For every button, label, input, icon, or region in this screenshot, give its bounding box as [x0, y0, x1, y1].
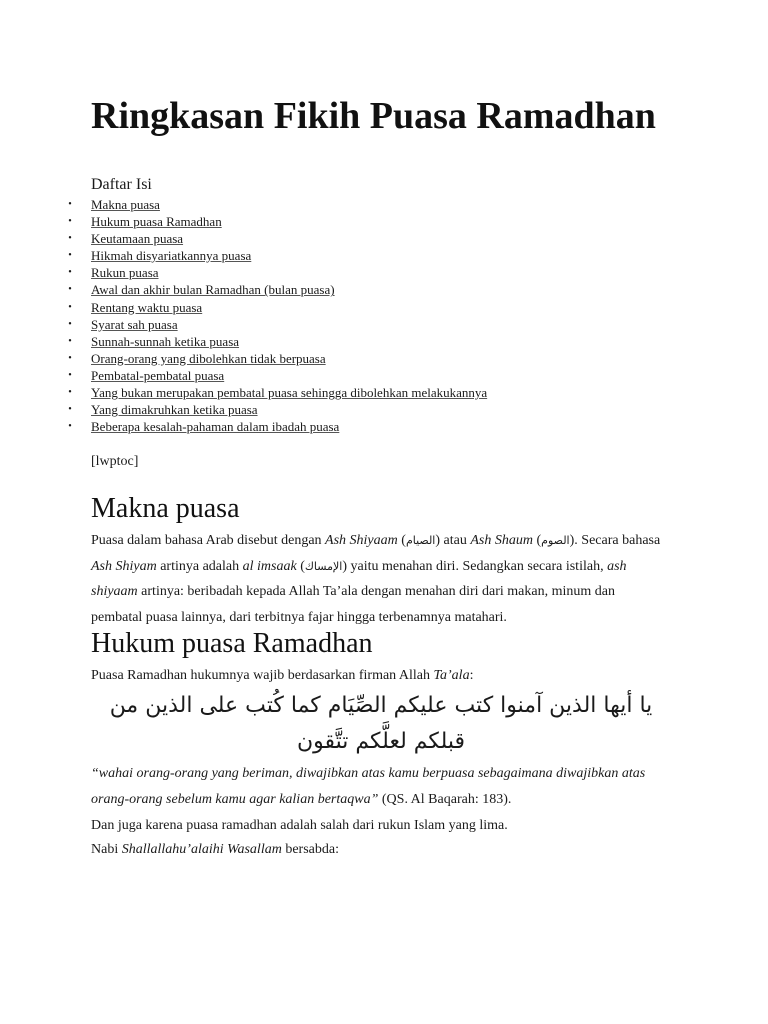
toc-item: [67, 384, 487, 401]
italic-term: Ta’ala: [433, 668, 470, 683]
toc-item: [67, 316, 487, 333]
toc-link[interactable]: Orang-orang yang dibolehkan tidak berpuasa: [91, 350, 326, 366]
toc-link[interactable]: Keutamaan puasa: [91, 231, 184, 247]
bullet-icon: •: [68, 421, 72, 433]
toc-link[interactable]: Hikmah disyariatkannya puasa: [91, 248, 252, 264]
bullet-icon: •: [68, 387, 72, 399]
toc-link[interactable]: Yang bukan merupakan pembatal puasa sehingga dibolehkan melakukannya: [91, 385, 488, 401]
arabic-term: الصيام: [405, 534, 436, 547]
toc-item: [67, 350, 487, 367]
arabic-term: الإمساك: [304, 559, 343, 573]
text-run: :: [469, 668, 474, 683]
italic-term: Ash Shaum: [470, 533, 533, 548]
text-run: artinya: beribadah kepada Allah Ta’ala dengan menahan diri dari makan, minum dan pembatal puasa lainnya, dari terbitnya fajar hingga terbenamnya matahari.: [91, 584, 615, 625]
toc-item: [67, 196, 487, 213]
text-run: Puasa dalam bahasa Arab disebut dengan: [91, 533, 326, 548]
bullet-icon: •: [68, 318, 72, 330]
shortcode-text: [lwptoc]: [91, 454, 139, 469]
text-run: artinya adalah: [156, 558, 243, 574]
paragraph-hukum-intro: [91, 666, 666, 686]
italic-term: ash shiyaam: [91, 558, 627, 599]
table-of-contents: [67, 196, 487, 435]
toc-item: [67, 281, 487, 298]
section-heading-makna-puasa: Makna puasa: [91, 493, 240, 524]
italic-term: Ash Shiyam: [91, 558, 157, 574]
arabic-verse: يا أيها الذين آمنوا كتب عليكم الصِّيَام كما كُتب على الذين من قبلكم لعلَّكم تتَّقون: [109, 693, 653, 754]
paragraph-verse-translation: [91, 761, 666, 812]
italic-term: al imsaak: [242, 558, 297, 574]
paragraph-nabi-bersabda: [91, 838, 666, 862]
paragraph-makna-puasa: Puasa dalam bahasa Arab disebut dengan Ash Shiyaam (الصيام) atau Ash Shaum (الصوم). Secara bahasa Ash Shiyam artinya adalah al imsaak (الإمساك) yaitu menahan diri. Sedangkan secara istilah, ash shiyaam artinya: beribadah kepada Allah Ta’ala dengan menahan diri dari makan, minum dan pembatal puasa lainnya, dari terbitnya fajar hingga terbenamnya matahari.: [91, 533, 661, 625]
bullet-icon: •: [68, 199, 72, 210]
verse-reference: (QS. Al Baqarah: 183).: [378, 791, 512, 807]
toc-link[interactable]: Sunnah-sunnah ketika puasa: [91, 333, 240, 349]
toc-item: [67, 213, 487, 230]
bullet-icon: •: [68, 233, 72, 245]
text-run: Puasa Ramadhan hukumnya wajib berdasarkan firman Allah: [91, 668, 434, 683]
italic-term: Ash Shiyaam: [325, 533, 398, 548]
bullet-icon: •: [68, 352, 72, 364]
text-run: Nabi: [91, 842, 122, 857]
section-heading-hukum-puasa: Hukum puasa Ramadhan: [91, 628, 373, 659]
toc-item: [67, 418, 487, 435]
paragraph-rukun-islam: Dan juga karena puasa ramadhan adalah salah dari rukun Islam yang lima.: [91, 818, 508, 833]
toc-link[interactable]: Beberapa kesalah-pahaman dalam ibadah puasa: [91, 419, 340, 435]
bullet-icon: •: [68, 301, 72, 313]
toc-item: [67, 264, 487, 281]
toc-link[interactable]: Makna puasa: [91, 197, 160, 212]
bullet-icon: •: [68, 250, 72, 262]
text-run: atau: [440, 533, 471, 548]
italic-term: Shallallahu’alaihi Wasallam: [121, 842, 282, 857]
bullet-icon: •: [68, 404, 72, 416]
toc-link[interactable]: Pembatal-pembatal puasa: [91, 367, 225, 383]
bullet-icon: •: [68, 369, 72, 381]
bullet-icon: •: [68, 216, 72, 228]
toc-link[interactable]: Rukun puasa: [91, 265, 159, 281]
toc-link[interactable]: Awal dan akhir bulan Ramadhan (bulan puasa): [91, 282, 335, 298]
page-title: Ringkasan Fikih Puasa Ramadhan: [91, 95, 656, 137]
toc-heading: Daftar Isi: [91, 176, 152, 193]
toc-item: [67, 333, 487, 350]
bullet-icon: •: [68, 267, 72, 279]
bullet-icon: •: [68, 335, 72, 347]
toc-item: [67, 247, 487, 264]
toc-item: [67, 367, 487, 384]
arabic-term: الصوم: [541, 534, 570, 547]
italic-quote: “wahai orang-orang yang beriman, diwajibkan atas kamu berpuasa sebagaimana diwajibkan atas orang-orang sebelum kamu agar kalian bertaqwa”: [91, 766, 646, 807]
toc-item: [67, 230, 487, 247]
toc-item: [67, 299, 487, 316]
bullet-icon: •: [68, 284, 72, 296]
toc-link[interactable]: Yang dimakruhkan ketika puasa: [91, 402, 258, 418]
toc-link[interactable]: Rentang waktu puasa: [91, 299, 203, 315]
text-run: . Secara bahasa: [574, 533, 661, 548]
text-run: yaitu menahan diri. Sedangkan secara istilah,: [346, 558, 608, 574]
toc-link[interactable]: Syarat sah puasa: [91, 316, 178, 332]
toc-item: [67, 401, 487, 418]
toc-link[interactable]: Hukum puasa Ramadhan: [91, 214, 222, 230]
text-run: bersabda:: [281, 842, 339, 857]
